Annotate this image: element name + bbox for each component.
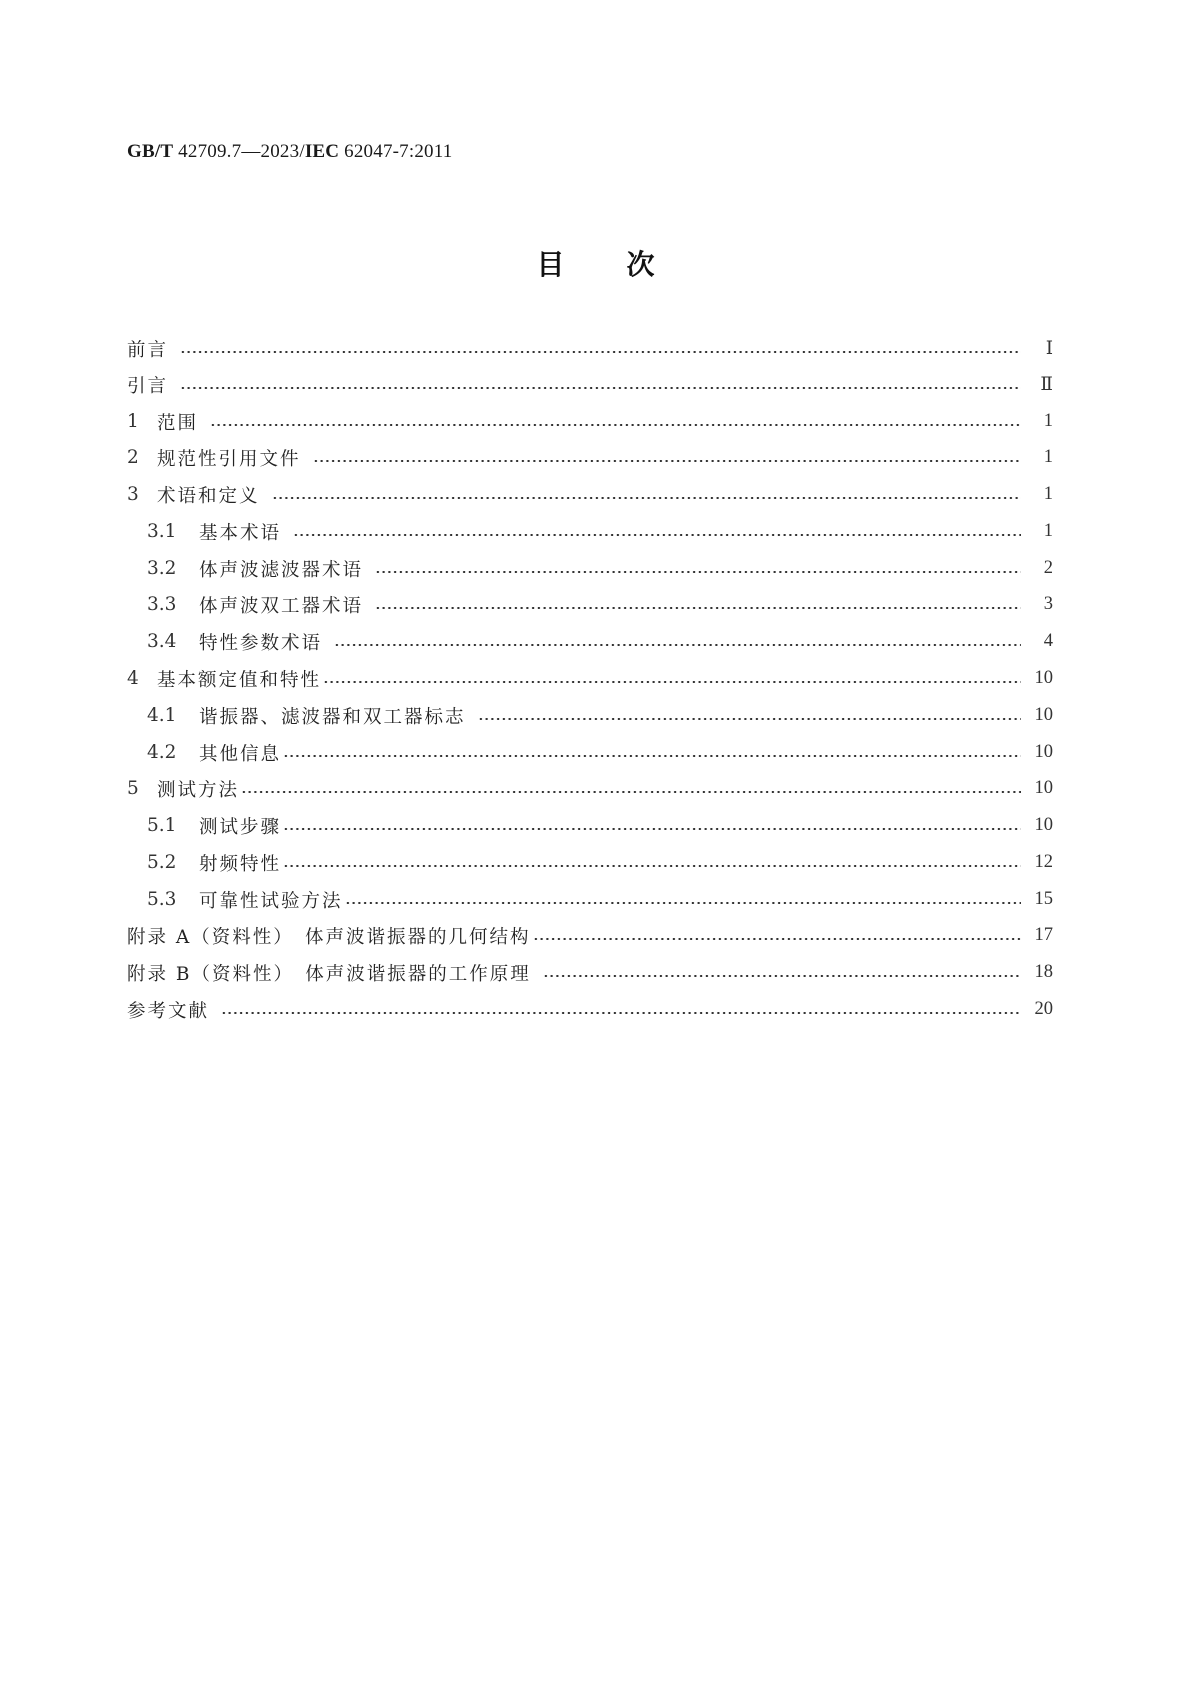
toc-entry-page: 3 [1043, 594, 1053, 614]
toc-entry-label: 特性参数术语 [199, 632, 323, 654]
toc-entry-page: 10 [1034, 668, 1053, 688]
dot-leader [345, 902, 1021, 904]
toc-entry-number: 2 [127, 447, 139, 468]
dot-leader [375, 571, 1021, 573]
toc-entry-label: 参考文献 [127, 1000, 210, 1022]
toc-entry-5-1[interactable] [127, 807, 1053, 844]
toc-entry-page: 1 [1043, 521, 1053, 541]
dot-leader [283, 828, 1020, 830]
dot-leader [334, 644, 1021, 646]
toc-entry-3-4[interactable] [127, 623, 1053, 660]
standard-number-header [127, 141, 452, 163]
dot-leader [283, 755, 1020, 757]
toc-entry-page: 1 [1043, 411, 1053, 431]
toc-entry-annex-b[interactable] [127, 954, 1053, 991]
dot-leader [293, 534, 1021, 536]
toc-entry-number: 4 [127, 668, 139, 689]
toc-entry-annex-a[interactable] [127, 917, 1053, 954]
dot-leader [283, 865, 1020, 867]
toc-entry-page: 20 [1034, 999, 1053, 1019]
toc-entry-number: 3 [127, 484, 139, 505]
toc-entry-number: 5.3 [147, 889, 177, 910]
toc-entry-5[interactable] [127, 770, 1053, 807]
toc-entry-4-2[interactable] [127, 734, 1053, 771]
toc-entry-label: 基本术语 [199, 522, 282, 544]
dot-leader [241, 791, 1020, 793]
toc-entry-5-2[interactable] [127, 844, 1053, 881]
toc-entry-label: 体声波滤波器术语 [199, 559, 364, 581]
toc-entry-page: 2 [1043, 558, 1053, 578]
toc-entry-label: 附录 B（资料性） 体声波谐振器的工作原理 [127, 963, 531, 985]
toc-entry-number: 5 [127, 778, 139, 799]
toc-entry-page: 10 [1034, 815, 1053, 835]
toc-entry-label: 射频特性 [199, 853, 282, 875]
toc-entry-label: 其他信息 [199, 743, 282, 765]
toc-entry-1[interactable] [127, 403, 1053, 440]
toc-entry-number: 3.2 [147, 558, 177, 579]
toc-entry-label: 范围 [157, 412, 199, 434]
dot-leader [478, 718, 1021, 720]
toc-entry-page: 17 [1034, 925, 1053, 945]
toc-entry-label: 可靠性试验方法 [199, 890, 343, 912]
toc-entry-3-2[interactable] [127, 550, 1053, 587]
dot-leader [210, 424, 1021, 426]
standard-prefix: GB/T [127, 141, 174, 162]
toc-entry-label: 测试方法 [157, 779, 240, 801]
toc-entry-page: Ⅰ [1045, 338, 1053, 359]
toc-entry-page: 1 [1043, 447, 1053, 467]
toc-entry-number: 3.3 [147, 594, 177, 615]
toc-entry-page: 10 [1034, 742, 1053, 762]
toc-entry-page: 4 [1043, 631, 1053, 651]
toc-entry-3-1[interactable] [127, 513, 1053, 550]
toc-entry-label: 体声波双工器术语 [199, 595, 364, 617]
toc-entry-bibliography[interactable] [127, 991, 1053, 1028]
toc-entry-number: 5.2 [147, 852, 177, 873]
dot-leader [272, 497, 1021, 499]
toc-entry-page: 10 [1034, 778, 1053, 798]
dot-leader [323, 681, 1020, 683]
toc-entry-label: 测试步骤 [199, 816, 282, 838]
toc-entry-page: 15 [1034, 889, 1053, 909]
toc-entry-number: 1 [127, 411, 139, 432]
toc-entry-number: 3.4 [147, 631, 177, 652]
toc-entry-label: 基本额定值和特性 [157, 669, 322, 691]
toc-entry-label: 谐振器、滤波器和双工器标志 [199, 706, 466, 728]
iec-prefix: IEC [304, 141, 340, 162]
dot-leader [313, 460, 1021, 462]
toc-entry-3[interactable] [127, 476, 1053, 513]
toc-entry-page: 18 [1034, 962, 1053, 982]
dot-leader [180, 351, 1021, 353]
dot-leader [180, 387, 1021, 389]
toc-entry-page: Ⅱ [1040, 374, 1053, 395]
toc-entry-4[interactable] [127, 660, 1053, 697]
toc-entry-page: 10 [1034, 705, 1053, 725]
toc-entry-introduction[interactable] [127, 366, 1053, 403]
toc-entry-label: 术语和定义 [157, 485, 260, 507]
dot-leader [375, 607, 1021, 609]
toc-entry-page: 12 [1034, 852, 1053, 872]
toc-entry-number: 4.2 [147, 742, 177, 763]
toc-entry-label: 前言 [127, 339, 169, 361]
toc-entry-5-3[interactable] [127, 881, 1053, 918]
toc-entry-3-3[interactable] [127, 586, 1053, 623]
toc-entry-number: 3.1 [147, 521, 177, 542]
toc-entry-label: 规范性引用文件 [157, 448, 301, 470]
toc-entry-2[interactable] [127, 439, 1053, 476]
toc-entry-label: 引言 [127, 375, 169, 397]
toc-entry-label: 附录 A（资料性） 体声波谐振器的几何结构 [127, 926, 531, 948]
dot-leader [543, 975, 1021, 977]
page-title: 目次 [536, 248, 717, 281]
toc-entry-number: 5.1 [147, 815, 177, 836]
toc-entry-page: 1 [1043, 484, 1053, 504]
toc-entry-number: 4.1 [147, 705, 177, 726]
dot-leader [533, 938, 1021, 940]
toc-entry-4-1[interactable] [127, 697, 1053, 734]
toc-entry-foreword[interactable] [127, 330, 1053, 367]
standard-number: 42709.7—2023/ [173, 141, 305, 162]
iec-number: 62047-7:2011 [339, 141, 453, 162]
dot-leader [221, 1012, 1020, 1014]
